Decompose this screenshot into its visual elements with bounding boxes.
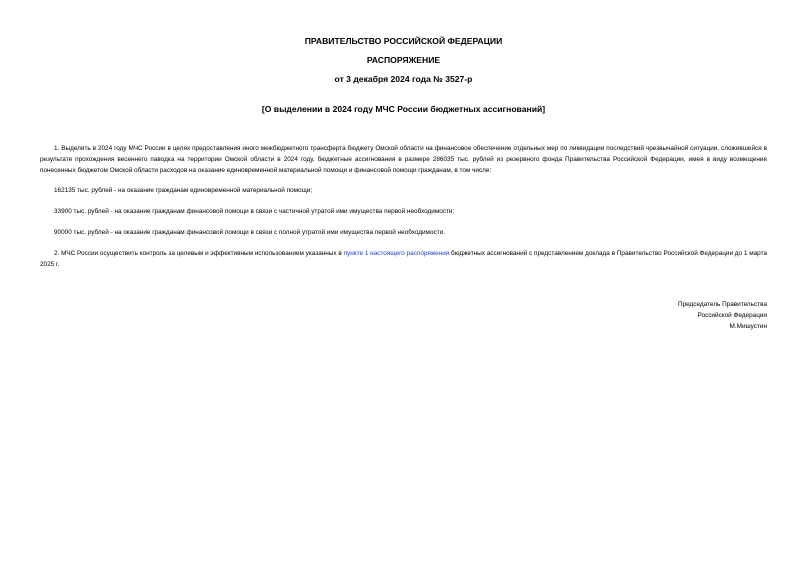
paragraph-1-item-3: 90000 тыс. рублей - на оказание гражданам финансовой помощи в связи с полной утратой ими имущества первой необходимости. <box>54 229 445 236</box>
signature-organization: Российской Федерации <box>697 312 767 319</box>
paragraph-1-item-1: 162135 тыс. рублей - на оказание гражданам единовременной материальной помощи; <box>54 187 313 194</box>
paragraph-2-text-before: 2. МЧС России осуществить контроль за целевым и эффективным использованием указанных в <box>54 250 344 257</box>
document-date-number: от 3 декабря 2024 года № 3527-р <box>334 74 473 84</box>
paragraph-1-item-2: 33900 тыс. рублей - на оказание гражданам финансовой помощи в связи с частичной утратой ими имущества первой необходимости; <box>54 208 455 215</box>
paragraph-2 <box>40 248 767 270</box>
document-type-heading: РАСПОРЯЖЕНИЕ <box>366 55 441 65</box>
paragraph-1-reference-link[interactable]: пункте 1 настоящего распоряжения <box>343 250 450 257</box>
paragraph-2-text-after: бюджетных ассигнований с представлением доклада в Правительство Российской Федерации до 1 марта 2025 г. <box>40 250 767 268</box>
document-title: [О выделении в 2024 году МЧС России бюджетных ассигнований] <box>261 104 546 114</box>
signature-position: Председатель Правительства <box>678 301 767 308</box>
government-heading: ПРАВИТЕЛЬСТВО РОССИЙСКОЙ ФЕДЕРАЦИИ <box>304 36 503 46</box>
signature-name: М.Мишустин <box>729 323 767 330</box>
paragraph-1: 1. Выделить в 2024 году МЧС России в целях предоставления иного межбюджетного трансферта бюджету Омской области на финансовое обеспечение отдельных мер по ликвидации последствий чрезвычайной ситуации, сложившейся в результате прохождения весеннего паводка на территории Омской области в 2024 году, бюджетные ассигнования в размере 286035 тыс. рублей из резервного фонда Правительства Российской Федерации, имея в виду возмещение понесенных бюджетом Омской области расходов на оказание единовременной материальной помощи и финансовой помощи гражданам, в том числе: <box>40 145 767 174</box>
